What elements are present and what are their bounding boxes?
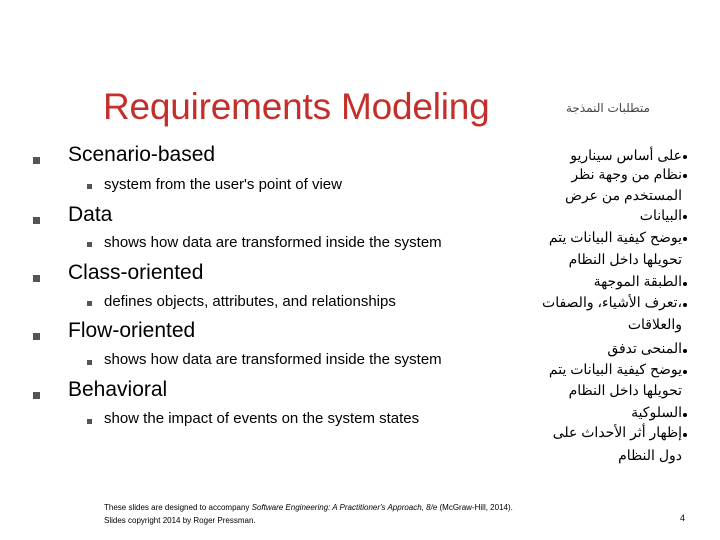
arabic-line: إظهار أثر الأحداث على xyxy=(552,424,682,440)
footer-suffix: (McGraw-Hill, 2014). Slides copyright 2014 by Roger Pressman. xyxy=(104,503,513,525)
arabic-line: الطبقة الموجهة xyxy=(593,273,682,289)
arabic-bullet-marker xyxy=(683,282,687,286)
bullet-marker xyxy=(33,392,40,399)
bullet-marker xyxy=(33,333,40,340)
sub-bullet-behavioral: show the impact of events on the system states xyxy=(104,410,420,427)
sub-bullet-marker xyxy=(87,360,92,365)
arabic-line: تحويلها داخل النظام xyxy=(568,382,682,398)
arabic-bullet-marker xyxy=(683,155,687,159)
bullet-marker xyxy=(33,217,40,224)
sub-bullet-marker xyxy=(87,301,92,306)
sub-bullet-marker xyxy=(87,242,92,247)
arabic-line: نظام من وجهة نظر xyxy=(571,166,682,182)
sub-bullet-class: defines objects, attributes, and relationships xyxy=(104,293,396,310)
sub-bullet-scenario: system from the user's point of view xyxy=(104,176,342,193)
slide-title: Requirements Modeling xyxy=(103,86,490,127)
arabic-bullet-marker xyxy=(683,349,687,353)
bullet-behavioral: Behavioral xyxy=(68,378,168,401)
arabic-line: دول النظام xyxy=(618,447,682,463)
page-number: 4 xyxy=(680,513,686,523)
footer-book-title: Software Engineering: A Practitioner's Approach, 8/e xyxy=(251,503,438,512)
arabic-line: على أساس سيناريو xyxy=(570,147,682,163)
arabic-bullet-marker xyxy=(683,215,687,219)
sub-bullet-marker xyxy=(87,419,92,424)
sub-bullet-data: shows how data are transformed inside the system xyxy=(104,234,442,251)
arabic-line: المنحى تدفق xyxy=(607,340,682,356)
arabic-bullet-marker xyxy=(683,370,687,374)
arabic-line: المستخدم من عرض xyxy=(565,187,682,203)
copyright-footer xyxy=(104,501,524,527)
arabic-line: السلوكية xyxy=(631,404,682,420)
bullet-scenario-based: Scenario-based xyxy=(68,143,216,166)
bullet-flow-oriented: Flow-oriented xyxy=(68,319,196,342)
bullet-class-oriented: Class-oriented xyxy=(68,261,204,284)
sub-bullet-flow: shows how data are transformed inside the system xyxy=(104,351,442,368)
arabic-bullet-marker xyxy=(683,303,687,307)
footer-prefix: These slides are designed to accompany xyxy=(104,503,252,512)
arabic-line: يوضح كيفية البيانات يتم xyxy=(548,361,682,377)
arabic-line: يوضح كيفية البيانات يتم xyxy=(548,229,682,245)
bullet-marker xyxy=(33,157,40,164)
arabic-bullet-marker xyxy=(683,433,687,437)
arabic-slide-title: متطلبات النمذجة xyxy=(566,101,650,115)
arabic-line: تعرف الأشياء، والصفات، xyxy=(542,294,682,310)
arabic-line: تحويلها داخل النظام xyxy=(568,251,682,267)
bullet-data: Data xyxy=(68,203,113,226)
bullet-marker xyxy=(33,275,40,282)
arabic-bullet-marker xyxy=(683,413,687,417)
arabic-line: والعلاقات xyxy=(627,316,682,332)
sub-bullet-marker xyxy=(87,184,92,189)
arabic-bullet-marker xyxy=(683,174,687,178)
arabic-bullet-marker xyxy=(683,237,687,241)
arabic-line: البيانات xyxy=(639,207,682,223)
